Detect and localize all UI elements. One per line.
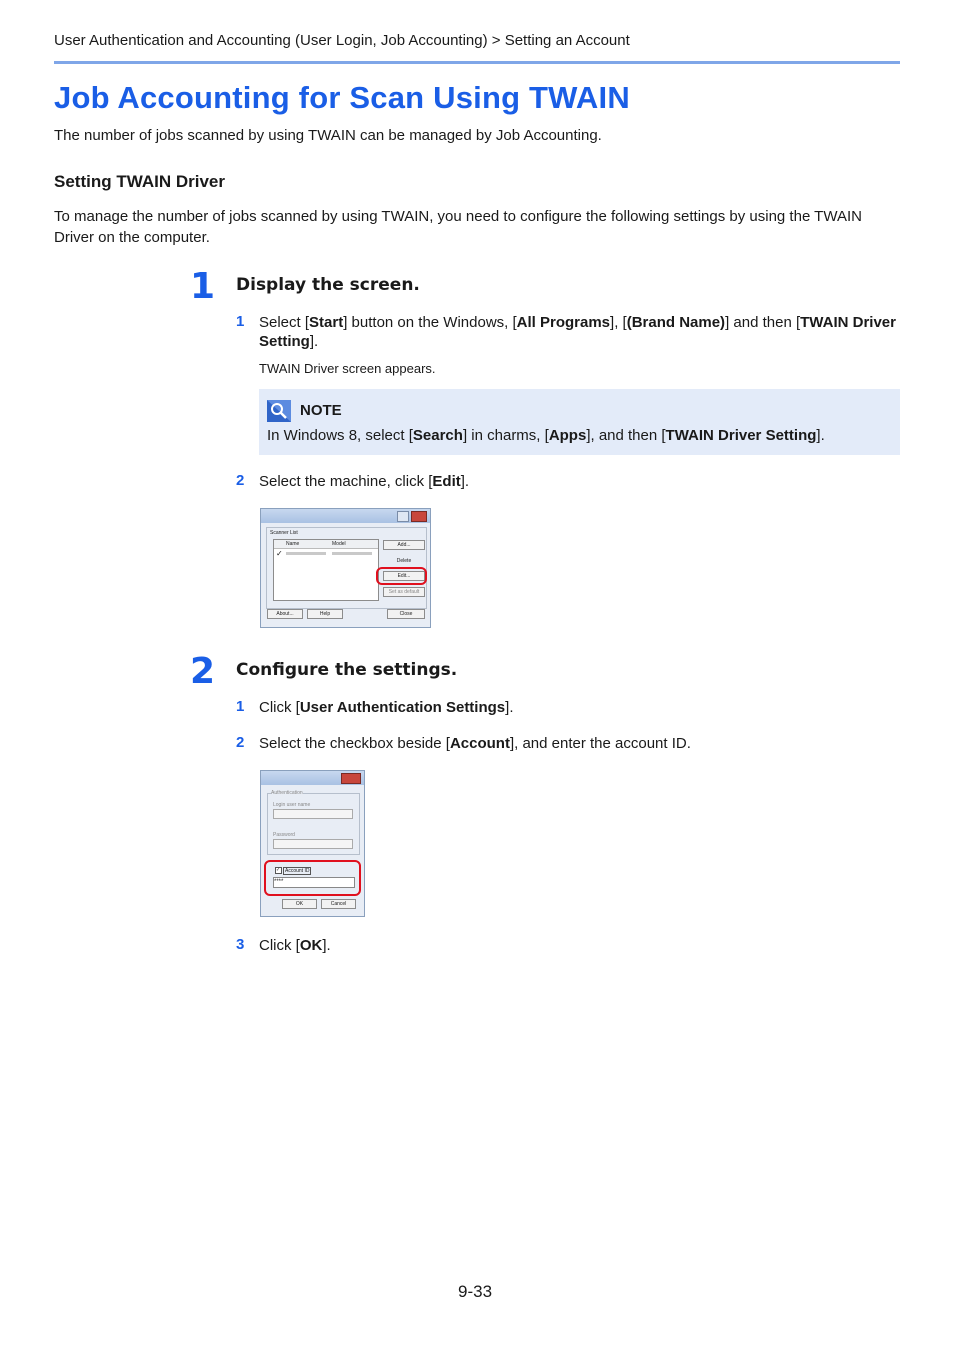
substep-number: 2 [236,734,245,751]
account-label: Account ID [285,868,310,874]
step-2-title: Configure the settings. [236,660,458,680]
substep-text: Click [OK]. [259,937,331,954]
substep-text: Select the machine, click [Edit]. [259,473,470,490]
authentication-checkbox[interactable]: Authentication [271,790,303,796]
close-icon [411,511,427,522]
scanner-list [273,539,379,601]
cancel-button[interactable]: Cancel [321,899,356,909]
substep-number: 3 [236,936,245,953]
note-label: NOTE [300,402,342,419]
substep-text: Select [Start] button on the Windows, [All Programs], [(Brand Name)] and then [TWAIN Driver Setting]. [259,314,896,350]
user-auth-dialog-screenshot [260,770,365,917]
substep-result: TWAIN Driver screen appears. [259,361,436,376]
edit-button[interactable]: Edit... [383,571,425,581]
step-1-number: 1 [190,266,216,307]
password-field[interactable] [273,839,353,849]
edit-highlight [376,567,427,585]
account-highlight [264,860,361,896]
step-1-title: Display the screen. [236,275,420,295]
note-box [259,389,900,455]
page-title: Job Accounting for Scan Using TWAIN [54,80,630,115]
about-button[interactable]: About... [267,609,303,619]
set-default-button[interactable]: Set as default [383,587,425,597]
substep-text: Click [User Authentication Settings]. [259,699,514,716]
checkmark-icon: ✓ [276,549,283,558]
header-divider [54,61,900,64]
scanner-row-blur [286,552,326,555]
step-2-number: 2 [190,651,216,692]
page-number: 9-33 [458,1282,493,1301]
login-label: Login user name [273,802,311,808]
help-button[interactable]: Help [307,609,343,619]
password-label: Password [273,832,295,838]
substep-number: 1 [236,313,245,330]
note-magnifier-icon [267,400,291,422]
note-text: In Windows 8, select [Search] in charms, [Apps], and then [TWAIN Driver Setting]. [267,427,825,444]
section-paragraph: To manage the number of jobs scanned by using TWAIN, you need to configure the following settings by using the TWAIN Driver on the computer. [54,208,862,246]
close-button[interactable]: Close [387,609,425,619]
twain-driver-dialog-screenshot [260,508,431,628]
section-heading: Setting TWAIN Driver [54,172,225,191]
ok-button[interactable]: OK [282,899,317,909]
scanner-list-label: Scanner List [270,530,298,536]
account-checkbox[interactable]: ✓ [276,867,281,873]
add-button[interactable]: Add... [383,540,425,550]
breadcrumb: User Authentication and Accounting (User Login, Job Accounting) > Setting an Account [54,32,630,49]
substep-number: 1 [236,698,245,715]
account-id-field[interactable]: **** [273,877,355,888]
login-field[interactable] [273,809,353,819]
column-name: Name [286,541,300,547]
substep-number: 2 [236,472,245,489]
help-icon [397,511,409,522]
delete-button[interactable]: Delete [396,558,412,564]
substep-text: Select the checkbox beside [Account], and enter the account ID. [259,735,691,752]
model-row-blur [332,552,372,555]
intro-text: The number of jobs scanned by using TWAIN can be managed by Job Accounting. [54,127,602,144]
column-model: Model [332,541,346,547]
close-icon [341,773,361,784]
